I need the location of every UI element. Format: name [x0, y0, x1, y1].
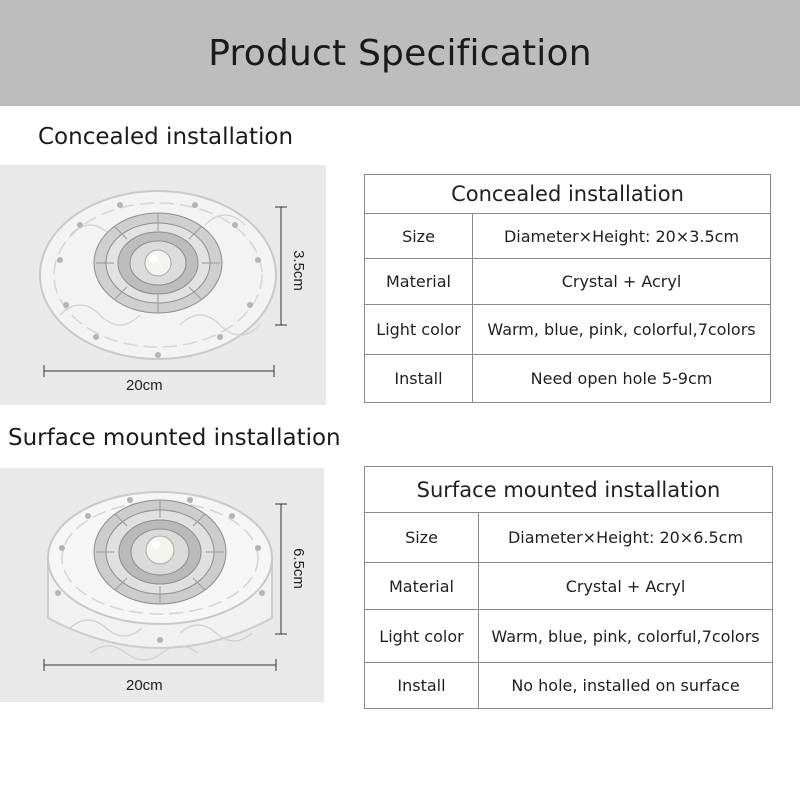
- surface-product-image: [0, 468, 324, 702]
- spec-label: Material: [365, 563, 479, 610]
- spec-label: Material: [365, 259, 473, 305]
- table-row: [365, 663, 773, 709]
- table-row: [365, 305, 771, 355]
- concealed-height-label: 3.5cm: [289, 250, 307, 291]
- spec-value: Diameter×Height: 20×3.5cm: [473, 214, 771, 259]
- table-row: [365, 355, 771, 403]
- table-row: [365, 513, 773, 563]
- header-banner: [0, 0, 800, 106]
- surface-height-label: 6.5cm: [289, 548, 307, 589]
- surface-width-label: 20cm: [126, 677, 163, 694]
- table-row: [365, 563, 773, 610]
- concealed-product-image: [0, 165, 326, 405]
- spec-value: Crystal + Acryl: [473, 259, 771, 305]
- concealed-heading: Concealed installation: [38, 124, 294, 150]
- page-title: Product Specification: [208, 32, 592, 74]
- surface-spec-table: [364, 466, 773, 709]
- spec-label: Install: [365, 663, 479, 709]
- concealed-spec-table: [364, 174, 771, 403]
- spec-label: Size: [365, 513, 479, 563]
- table-row: [365, 259, 771, 305]
- spec-label: Size: [365, 214, 473, 259]
- spec-value: Warm, blue, pink, colorful,7colors: [473, 305, 771, 355]
- table-row: [365, 214, 771, 259]
- concealed-table-title: Concealed installation: [365, 175, 771, 214]
- spec-value: Need open hole 5-9cm: [473, 355, 771, 403]
- table-row: [365, 610, 773, 663]
- spec-label: Light color: [365, 305, 473, 355]
- spec-value: No hole, installed on surface: [479, 663, 773, 709]
- spec-value: Crystal + Acryl: [479, 563, 773, 610]
- spec-label: Light color: [365, 610, 479, 663]
- spec-label: Install: [365, 355, 473, 403]
- surface-heading: Surface mounted installation: [8, 425, 341, 451]
- spec-value: Warm, blue, pink, colorful,7colors: [479, 610, 773, 663]
- surface-table-title: Surface mounted installation: [365, 467, 773, 513]
- spec-value: Diameter×Height: 20×6.5cm: [479, 513, 773, 563]
- concealed-width-label: 20cm: [126, 377, 163, 394]
